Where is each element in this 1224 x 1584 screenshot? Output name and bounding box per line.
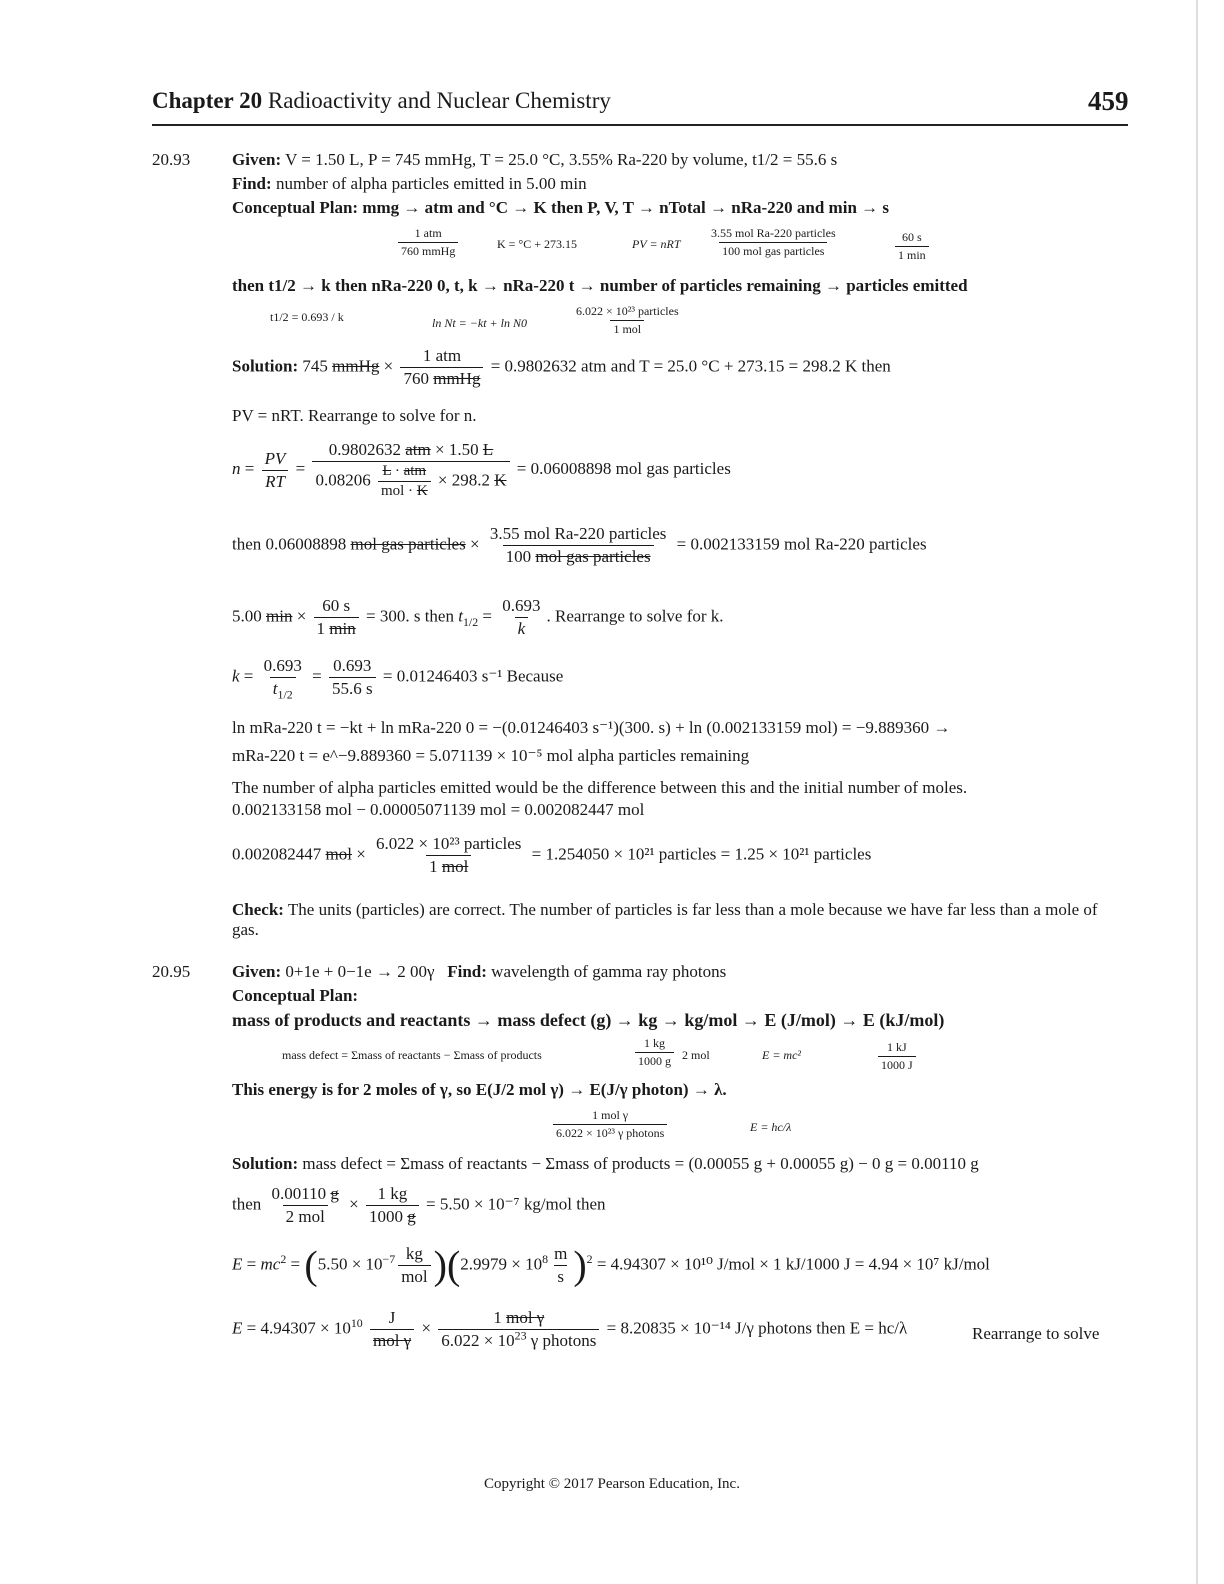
solution-line-9: The number of alpha particles emitted would be the difference between this and the initial number of moles. <box>232 778 968 797</box>
header-rule <box>152 124 1128 126</box>
plan-mass-defect: mass defect = Σmass of reactants − Σmass of products <box>282 1048 542 1062</box>
solution-line-6: k = $\frac{0.693}{t_{1/2}}$ = $\frac{0.693}{55.6 s}$ = 0.01246403 s⁻¹ Because <box>232 656 564 702</box>
plan-sequence-95-2: This energy is for 2 moles of γ, so E(J/2 mol γ) → E(J/γ photon) → λ. <box>232 1080 727 1099</box>
find-label: Find: <box>232 174 272 193</box>
plan-fraction-photons: $\frac{\text{1 mol γ}}{\text{6.022 × 10²³ γ photons}}$ <box>550 1108 670 1141</box>
chapter-title: Radioactivity and Nuclear Chemistry <box>267 88 611 113</box>
plan-2mol: 2 mol <box>682 1048 710 1062</box>
solution-95-line-3: $E = mc^2 = (5.50 \times 10^{-7}$ $\frac{kg}{\text{mol}}$ )($2.9979 \times 10^8$ $\frac{m}{s}$ )$^2$ = 4.94307 × 10¹⁰ J/mol × 1 kJ/1000 J = 4.94 × 10⁷ kJ/mol <box>232 1242 990 1288</box>
solution-95-line-2: then $\frac{0.00110 g}{\text{2 mol}}$ × $\frac{1 kg}{1000 g}$ = 5.50 × 10⁻⁷ kg/mol then <box>232 1184 606 1226</box>
plan-fraction-kg: $\frac{1 kg}{1000 g}$ <box>632 1036 677 1069</box>
solution-line-8: mRa-220 t = e^−9.889360 = 5.071139 × 10⁻⁵ mol alpha particles remaining <box>232 746 750 765</box>
solution-line-5: 5.00 min × $\frac{60 s}{1 \min}$ = 300. s then $t_{1/2}$ = $\frac{0.693}{k}$ . Rearrange to solve for k. <box>232 596 724 638</box>
solution-line-7: ln mRa-220 t = −kt + ln mRa-220 0 = −(0.01246403 s⁻¹)(300. s) + ln (0.002133159 mol) = −9.889360 → <box>232 718 951 737</box>
given-text: V = 1.50 L, P = 745 mmHg, T = 25.0 °C, 3.55% Ra-220 by volume, t1/2 = 55.6 s <box>285 150 838 169</box>
plan-sequence-1: mmg → atm and °C → K then P, V, T → nTotal → nRa-220 and min → s <box>362 198 890 217</box>
find-line-93 <box>232 174 587 194</box>
plan-label-95: Conceptual Plan: <box>232 986 359 1005</box>
chapter-label: Chapter 20 <box>152 88 263 113</box>
solution-label: Solution: <box>232 356 299 376</box>
rearrange-note: Rearrange to solve <box>972 1324 1100 1343</box>
plan-sequence-2: then t1/2 → k then nRa-220 0, t, k → nRa-220 t → number of particles remaining → particles emitted <box>232 276 968 295</box>
find-label-95: Find: <box>447 962 487 981</box>
plan-kelvin: K = °C + 273.15 <box>497 237 578 251</box>
solution-line-11: 0.002082447 mol × $\frac{\text{6.022 × 10²³ particles}}{\text{1 mol}}$ = 1.254050 × 10²¹ particles = 1.25 × 10²¹ particles <box>232 834 872 876</box>
page-number: 459 <box>1088 86 1129 116</box>
problem-number-95: 20.95 <box>152 962 191 981</box>
plan-fraction-atm: $\frac{\text{1 atm}}{\text{760 mmHg}}$ <box>398 226 458 259</box>
plan-first-order: ln Nt = −kt + ln N0 <box>432 316 527 330</box>
problem-number-93: 20.93 <box>152 150 191 169</box>
solution-line-3: n = $\frac{PV}{RT}$ = 0.9802632 atm × 1.50 L 0.08206 $\frac{\text{L · atm}}{\text{mol · K}}$ × 298.2 K = 0.06008898 mol gas particles <box>232 440 731 499</box>
solution-line-2: PV = nRT. Rearrange to solve for n. <box>232 406 477 425</box>
check-paragraph <box>232 900 1122 940</box>
find-text: number of alpha particles emitted in 5.00 min <box>275 174 587 193</box>
plan-fraction-min: $\frac{60 s}{1 \min}$ <box>892 230 932 263</box>
solution-line-4: then 0.06008898 mol gas particles × $\frac{\text{3.55 mol Ra-220 particles}}{\text{100 mol gas particles}}$ = 0.002133159 mol Ra-220 particles <box>232 524 927 566</box>
plan-fraction-avogadro: $\frac{\text{6.022 × 10²³ particles}}{\text{1 mol}}$ <box>576 304 679 336</box>
plan-ideal-gas: PV = nRT <box>632 237 681 251</box>
chapter-heading <box>152 88 611 114</box>
plan-ehc: E = hc/λ <box>750 1120 792 1134</box>
given-label: Given: <box>232 150 282 169</box>
solution-line-10: 0.002133158 mol − 0.00005071139 mol = 0.002082447 mol <box>232 800 645 819</box>
solution-95-line-4: $E = 4.94307 \times 10^{10}$ $\frac{J}{\text{mol γ}}$ × $\frac{\text{1 mol γ}}{6.022 \times 10^{23} \gamma photons}$ = 8.20835 × 10⁻¹⁴ J/γ photons then E = hc/λ <box>232 1308 908 1350</box>
find-text-95: wavelength of gamma ray photons <box>491 962 727 981</box>
plan-line-93 <box>232 198 889 218</box>
plan-emc2: E = mc² <box>762 1048 802 1062</box>
plan-sequence-95: mass of products and reactants → mass defect (g) → kg → kg/mol → E (J/mol) → E (kJ/mol) <box>232 1010 945 1030</box>
given-label-95: Given: <box>232 962 282 981</box>
plan-fraction-kj: $\frac{1 kJ}{1000 J}$ <box>875 1040 919 1073</box>
fraction-atm-conversion: $\frac{\text{1 atm}}{\text{760 mmHg}}$ <box>400 346 483 389</box>
nuclear-equation: 0+1e + 0−1e → 2 00γ <box>285 962 435 981</box>
given-line-93 <box>232 150 837 170</box>
plan-half-life: t1/2 = 0.693 / k <box>270 310 344 324</box>
plan-fraction-percent: $\frac{\text{3.55 mol Ra-220 particles}}{\text{100 mol gas particles}}$ <box>711 226 836 258</box>
check-text: The units (particles) are correct. The number of particles is far less than a mole because we have far less than a mole of gas. <box>232 900 1098 939</box>
solution-line-1: Solution: 745 mmHg × $\frac{\text{1 atm}}{\text{760 mmHg}}$ = 0.9802632 atm and T = 25.0 °C + 273.15 = 298.2 K then <box>232 346 891 388</box>
check-label: Check: <box>232 900 284 919</box>
ideal-gas-fraction: 0.9802632 atm × 1.50 L 0.08206 $\frac{\text{L · atm}}{\text{mol · K}}$ × 298.2 K <box>312 440 509 500</box>
plan-conversions-93 <box>395 226 461 259</box>
plan-label: Conceptual Plan: <box>232 198 359 217</box>
solution-label-95: Solution: <box>232 1154 299 1173</box>
copyright-footer: Copyright © 2017 Pearson Education, Inc. <box>484 1476 740 1492</box>
given-line-95 <box>232 962 726 982</box>
page-edge-shadow <box>1196 0 1198 1584</box>
solution-95-line-1: Solution: mass defect = Σmass of reactants − Σmass of products = (0.00055 g + 0.00055 g) − 0 g = 0.00110 g <box>232 1154 979 1173</box>
